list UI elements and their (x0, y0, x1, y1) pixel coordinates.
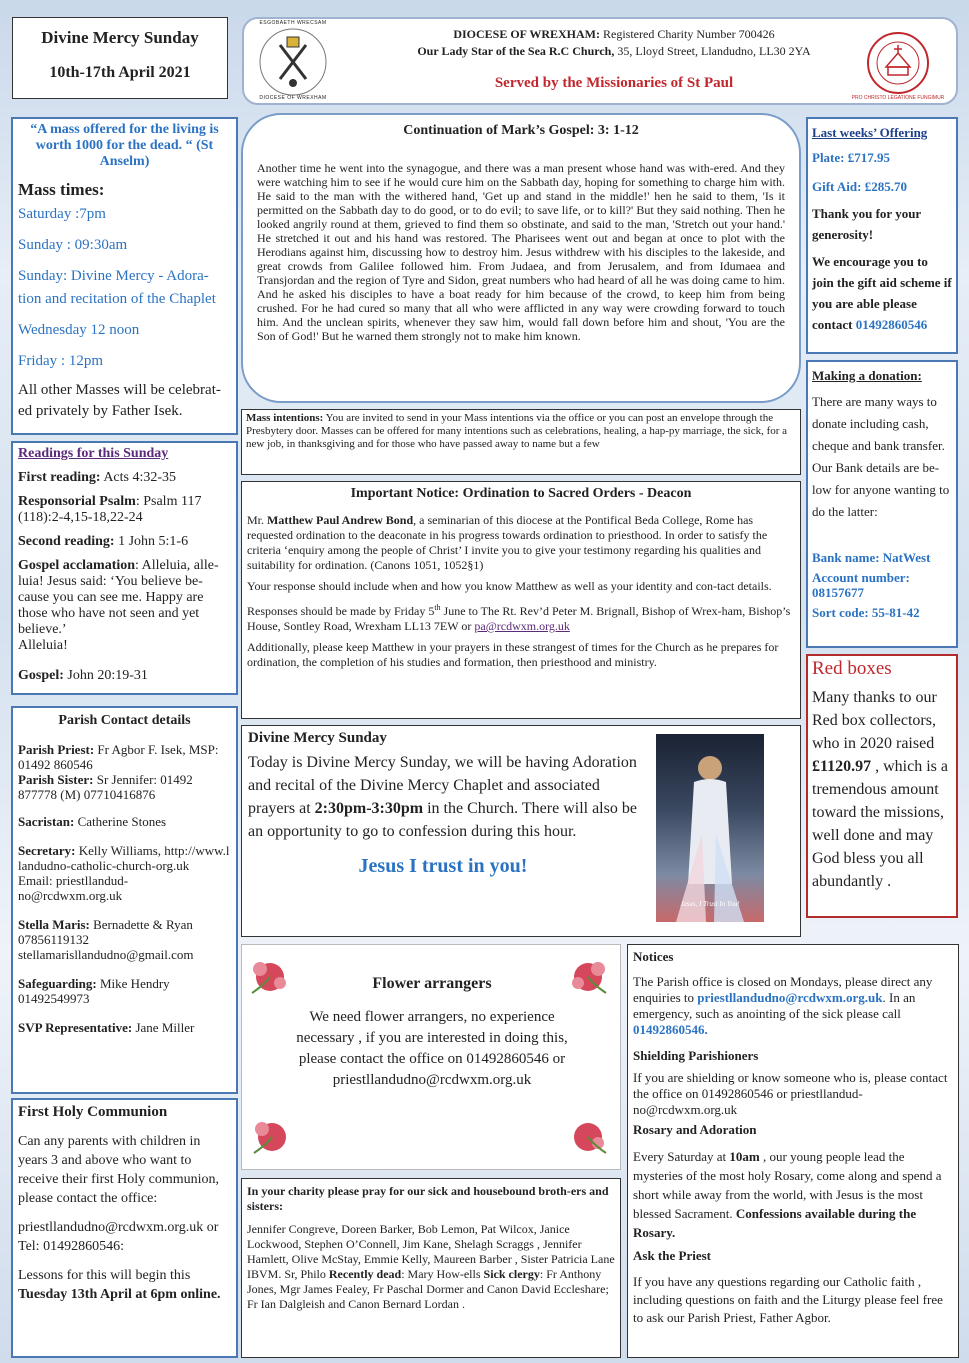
communion-lessons: Lessons for this will begin this Tuesday 13th April at 6pm online. (18, 1268, 221, 1302)
prayers-names: Jennifer Congreve, Doreen Barker, Bob Lemon, Pat Wilcox, Janice Lockwood, Stephen O’Connell, Jim Kane, Shelagh Scraggs , Jennifer Hamlett, Olive McStay, Emmie Kelly, Maureen Barber , Sister Patricia Lane IBVM. Sr, Philo Recently dead: Mary How-ells Sick clergy: Fr Anthony Jones, Mgr James Fealey, Fr Paschal Dormer and Canon David Eccleshare; Fr Ian Dalgleish and Canon Bernard Lordan . (247, 1222, 615, 1311)
gospel-heading: Continuation of Mark’s Gospel: 3: 1-12 (403, 123, 639, 138)
plate-amount: Plate: £717.95 (812, 150, 890, 165)
ordination-p3: Responses should be made by Friday 5th June to The Rt. Rev’d Peter M. Brignall, Bishop of Wrex-ham, Bishop’s House, Sontley Road, Wrexham LL13 7EW or pa@rcdwxm.org.uk (247, 603, 791, 633)
second-reading: Second reading: 1 John 5:1-6 (18, 534, 189, 549)
contacts-box (11, 706, 238, 1094)
ask-priest-heading: Ask the Priest (633, 1248, 711, 1263)
communion-text: Can any parents with children in years 3 and above who want to receive their first Holy communion, please contact the office: (18, 1134, 219, 1206)
header-box (242, 17, 958, 105)
jesus-figure-icon (656, 734, 764, 922)
donation-text: There are many ways to donate including cash, cheque and bank transfer. Our Bank details are be-low for anyone wanting to do the latter: (812, 394, 950, 519)
gift-aid-amount: Gift Aid: £285.70 (812, 179, 907, 194)
communion-box (11, 1098, 238, 1358)
donation-heading: Making a donation: (812, 368, 922, 383)
seal-text-bottom: DIOCESE OF WREXHAM (259, 95, 327, 101)
prayers-box (241, 1178, 621, 1358)
notices-heading: Notices (633, 949, 674, 964)
stella-maris: Stella Maris: Bernadette & Ryan 07856119132 stellamarisllandudno@gmail.com (18, 917, 194, 962)
diocese-label: DIOCESE OF WREXHAM: (453, 27, 601, 41)
secretary-email: Email: priestllandud-no@rcdwxm.org.uk (18, 873, 129, 903)
gospel-text: Another time he went into the synagogue, and there was a man present whose hand was with-ered. And they were watching him to see if he would cure him on the Sabbath day, hoping for something to charge him with. He said to the man with the withered hand, 'Get up and stand in the middle!' hen he said to them, 'Is it permitted on the Sabbath day to do good, or to do evil; to save life, or to kill?' But they said nothing. Then he looked angrily round at them, grieved to find them so obstinate, and said to the man, 'Stretch out your hand.' He stretched it out and his hand was restored. The Pharisees went out and began at once to plot with the Herodians against him, discussing how to destroy him. Jesus withdrew with his disciples to the lakeside, and great crowds from Galilee followed him. From Judaea, and from Jerusalem, and from Idumaea and Transjordan and the region of Tyre and Sidon, great numbers who had heard of all he was doing came to him. And he asked his disciples to have a boat ready for him because of the crowd, to keep him from being crushed. For he had cured so many that all who were afflicted in any way were crowding forward to touch him. And the unclean spirits, whenever they saw him, would fall down before him and shout, 'You are the Son of God!' But he warned them strongly not to make him known. (257, 161, 785, 343)
flowers-text: We need flower arrangers, no experience necessary , if you are interested in doing this, please contact the office on 01492860546 or priestllandudno@rcdwxm.org.uk (296, 1009, 568, 1088)
offering-heading: Last weeks’ Offering (812, 125, 928, 140)
red-boxes-heading: Red boxes (812, 658, 892, 679)
mass-note: All other Masses will be celebrat-ed privately by Father Isek. (18, 382, 221, 419)
intentions-box (241, 409, 801, 475)
shielding-heading: Shielding Parishioners (633, 1048, 759, 1063)
ordination-p4: Additionally, please keep Matthew in your prayers in these strangest of times for the Church as he prepares for ordination, the completion of his studies and formation, then priesthood and ministry. (247, 640, 779, 669)
mass-time-item: Wednesday 12 noon (18, 322, 140, 338)
bank-name: Bank name: NatWest (812, 550, 931, 565)
red-boxes-box (806, 654, 958, 918)
svp-representative: SVP Representative: Jane Miller (18, 1020, 195, 1035)
ordination-p1: Mr. Matthew Paul Andrew Bond, a seminarian of this diocese at the Pontifical Beda College, Rome has requested ordination to the deaconate in his progress towards ordination to priesthood. In order to satisfy the criteria ‘enquiry among the people of Christ’ I invite you to give your testimony regarding his qualities and suitability for ordination. (Canons 1051, 1052§1) (247, 513, 768, 572)
gospel-box (241, 113, 801, 403)
sacristan: Sacristan: Catherine Stones (18, 814, 167, 829)
mass-time-item: Friday : 12pm (18, 353, 103, 369)
church-name: Our Lady Star of the Sea R.C Church, (417, 44, 615, 58)
mass-time-item: tion and recitation of the Chaplet (18, 291, 216, 307)
sort-code: Sort code: 55-81-42 (812, 605, 920, 620)
shielding-text: If you are shielding or know someone who is, please contact the office on 01492860546 or priestllandud-no@rcdwxm.org.uk (633, 1070, 948, 1117)
seal-motto: PRO CHRISTO LEGATIONE FUNGIMUR (851, 95, 945, 101)
intentions-text: Mass intentions: You are invited to send in your Mass intentions via the office or you can post an envelope through the Presbytery door. Masses can be offered for many intentions such as celebrations, healing, a hap-py marriage, the sick, for a new job, in thanksgiving and for those who have passed away to name but a few (246, 412, 788, 450)
flowers-box (241, 944, 621, 1170)
rosary-text: Every Saturday at 10am , our young people lead the mysteries of the most holy Rosary, come along and spend a short while away from the world, with Jesus is the most blessed Sacrament. Confessions available during the Rosary. (633, 1149, 942, 1240)
alleluia: Alleluia! (18, 638, 68, 653)
charity-number: Registered Charity Number 700426 (603, 27, 775, 41)
donation-box (806, 360, 958, 648)
notices-box (627, 944, 959, 1358)
communion-heading: First Holy Communion (18, 1104, 168, 1120)
divine-mercy-image (656, 734, 764, 922)
mass-times-box (11, 117, 238, 435)
gospel-reading: Gospel: John 20:19-31 (18, 668, 148, 683)
church-address: 35, Lloyd Street, Llandudno, LL30 2YA (617, 44, 811, 58)
diocese-crest-icon (258, 27, 328, 97)
rosary-heading: Rosary and Adoration (633, 1122, 757, 1137)
gift-aid-encourage: We encourage you to join the gift aid scheme if you are able please contact 01492860546 (812, 254, 952, 332)
title-box (12, 17, 228, 99)
psalm: Responsorial Psalm: Psalm 117 (118):2-4,15-18,22-24 (18, 494, 202, 525)
gospel-acclamation: Gospel acclamation: Alleluia, alle-luia! Jesus said: ‘You believe be-cause you can see me. Happy are those who have not seen and yet believe.’ (18, 558, 219, 637)
safeguarding: Safeguarding: Mike Hendry 01492549973 (18, 976, 170, 1006)
bulletin-title: Divine Mercy Sunday (41, 28, 199, 47)
flower-icon (248, 1113, 296, 1161)
parish-sister: Parish Sister: Sr Jennifer: 01492 877778 (M) 07710416876 (18, 772, 193, 802)
mass-time-item: Saturday :7pm (18, 206, 106, 222)
readings-heading: Readings for this Sunday (18, 446, 169, 461)
secretary: Secretary: Kelly Williams, http://www.llandudno-catholic-church-org.uk (18, 843, 230, 873)
divine-mercy-box (241, 725, 801, 937)
parish-priest: Parish Priest: Fr Agbor F. Isek, MSP: 01492 860546 (18, 742, 219, 772)
mass-time-item: Sunday : 09:30am (18, 237, 128, 253)
image-caption: Jesus, I Trust In You! (680, 900, 740, 908)
first-reading: First reading: Acts 4:32-35 (18, 470, 177, 485)
header-text (354, 26, 874, 92)
bulletin-dates: 10th-17th April 2021 (49, 64, 191, 81)
ordination-heading: Important Notice: Ordination to Sacred Orders - Deacon (350, 486, 692, 501)
offering-thanks: Thank you for your generosity! (812, 206, 921, 242)
prayers-heading: In your charity please pray for our sick and housebound broth-ers and sisters: (247, 1184, 609, 1213)
flowers-heading: Flower arrangers (372, 975, 492, 992)
mass-time-item: Sunday: Divine Mercy - Adora- (18, 268, 209, 284)
divine-mercy-slogan: Jesus I trust in you! (358, 855, 528, 877)
ordination-box (241, 481, 801, 719)
offering-box (806, 117, 958, 354)
readings-box (11, 441, 238, 695)
red-boxes-text: Many thanks to our Red box collectors, who in 2020 raised £1120.97 , which is a tremendous amount toward the missions, well done and may God bless you all abundantly . (812, 689, 948, 890)
account-number: Account number: 08157677 (812, 570, 910, 600)
served-by: Served by the Missionaries of St Paul (494, 75, 734, 91)
bishop-email-link[interactable]: pa@rcdwxm.org.uk (474, 619, 570, 633)
communion-contact: priestllandudno@rcdwxm.org.uk or Tel: 01492860546: (18, 1220, 219, 1254)
ask-priest-text: If you have any questions regarding our Catholic faith , including questions on faith and the Liturgy please feel free to ask our Parish Priest, Father Agbor. (633, 1274, 943, 1325)
mass-times-list (18, 206, 231, 370)
anselm-quote: “A mass offered for the living is worth 1000 for the dead. “ (St Anselm) (30, 122, 219, 169)
office-notice: The Parish office is closed on Mondays, please direct any enquiries to priestllandudno@rcdwxm.org.uk. In an emergency, such as anointing of the sick please call 01492860546. (633, 974, 933, 1037)
contacts-heading: Parish Contact details (58, 713, 191, 728)
ordination-p2: Your response should include when and how you know Matthew as well as your identity and con-tact details. (247, 579, 772, 593)
seal-text-top: ESGOBAETH WRECSAM (259, 20, 327, 26)
divine-mercy-heading: Divine Mercy Sunday (248, 730, 387, 746)
divine-mercy-text: Today is Divine Mercy Sunday, we will be having Adoration and recital of the Divine Mercy Chaplet and associated prayers at 2:30pm-3:30pm in the Church. There will also be an opportunity to go to confession during this hour. (248, 754, 637, 840)
mass-times-heading: Mass times: (18, 180, 105, 199)
missionaries-seal-icon (866, 31, 930, 95)
flower-icon (564, 1113, 612, 1161)
